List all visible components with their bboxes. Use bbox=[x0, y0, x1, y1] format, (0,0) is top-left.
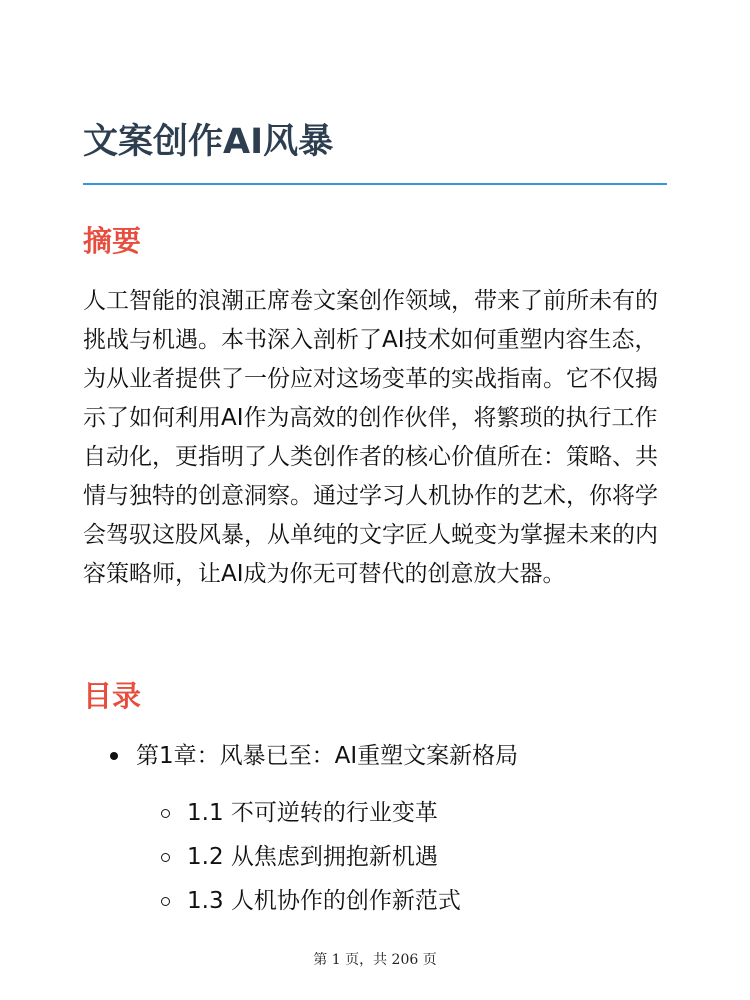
toc-heading: 目录 bbox=[83, 679, 142, 713]
bullet-circle-icon bbox=[161, 809, 170, 818]
toc-section-label: 1.2 从焦虑到拥抱新机遇 bbox=[187, 844, 438, 870]
bullet-circle-icon bbox=[161, 853, 170, 862]
bullet-disc-icon bbox=[110, 752, 118, 760]
page-footer: 第 1 页，共 206 页 bbox=[313, 952, 437, 968]
toc-section-label: 1.1 不可逆转的行业变革 bbox=[187, 800, 438, 826]
toc-chapter-label: 第1章：风暴已至：AI重塑文案新格局 bbox=[136, 743, 519, 769]
title-divider bbox=[83, 183, 667, 185]
document-title: 文案创作AI风暴 bbox=[83, 122, 334, 162]
toc-section-item bbox=[161, 839, 438, 875]
toc-section-item bbox=[161, 795, 438, 831]
bullet-circle-icon bbox=[161, 897, 170, 906]
toc-chapter-item bbox=[110, 738, 518, 774]
toc-section-item bbox=[161, 883, 461, 919]
summary-paragraph: 人工智能的浪潮正席卷文案创作领域，带来了前所未有的挑战与机遇。本书深入剖析了AI技术如何重塑内容生态，为从业者提供了一份应对这场变革的实战指南。它不仅揭示了如何利用AI作为高效的创作伙伴，将繁琐的执行工作自动化，更指明了人类创作者的核心价值所在：策略、共情与独特的创意洞察。通过学习人机协作的艺术，你将学会驾驭这股风暴，从单纯的文字匠人蜕变为掌握未来的内容策略师，让AI成为你无可替代的创意放大器。 bbox=[83, 288, 658, 587]
summary-heading: 摘要 bbox=[83, 224, 142, 258]
toc-section-label: 1.3 人机协作的创作新范式 bbox=[187, 888, 461, 914]
